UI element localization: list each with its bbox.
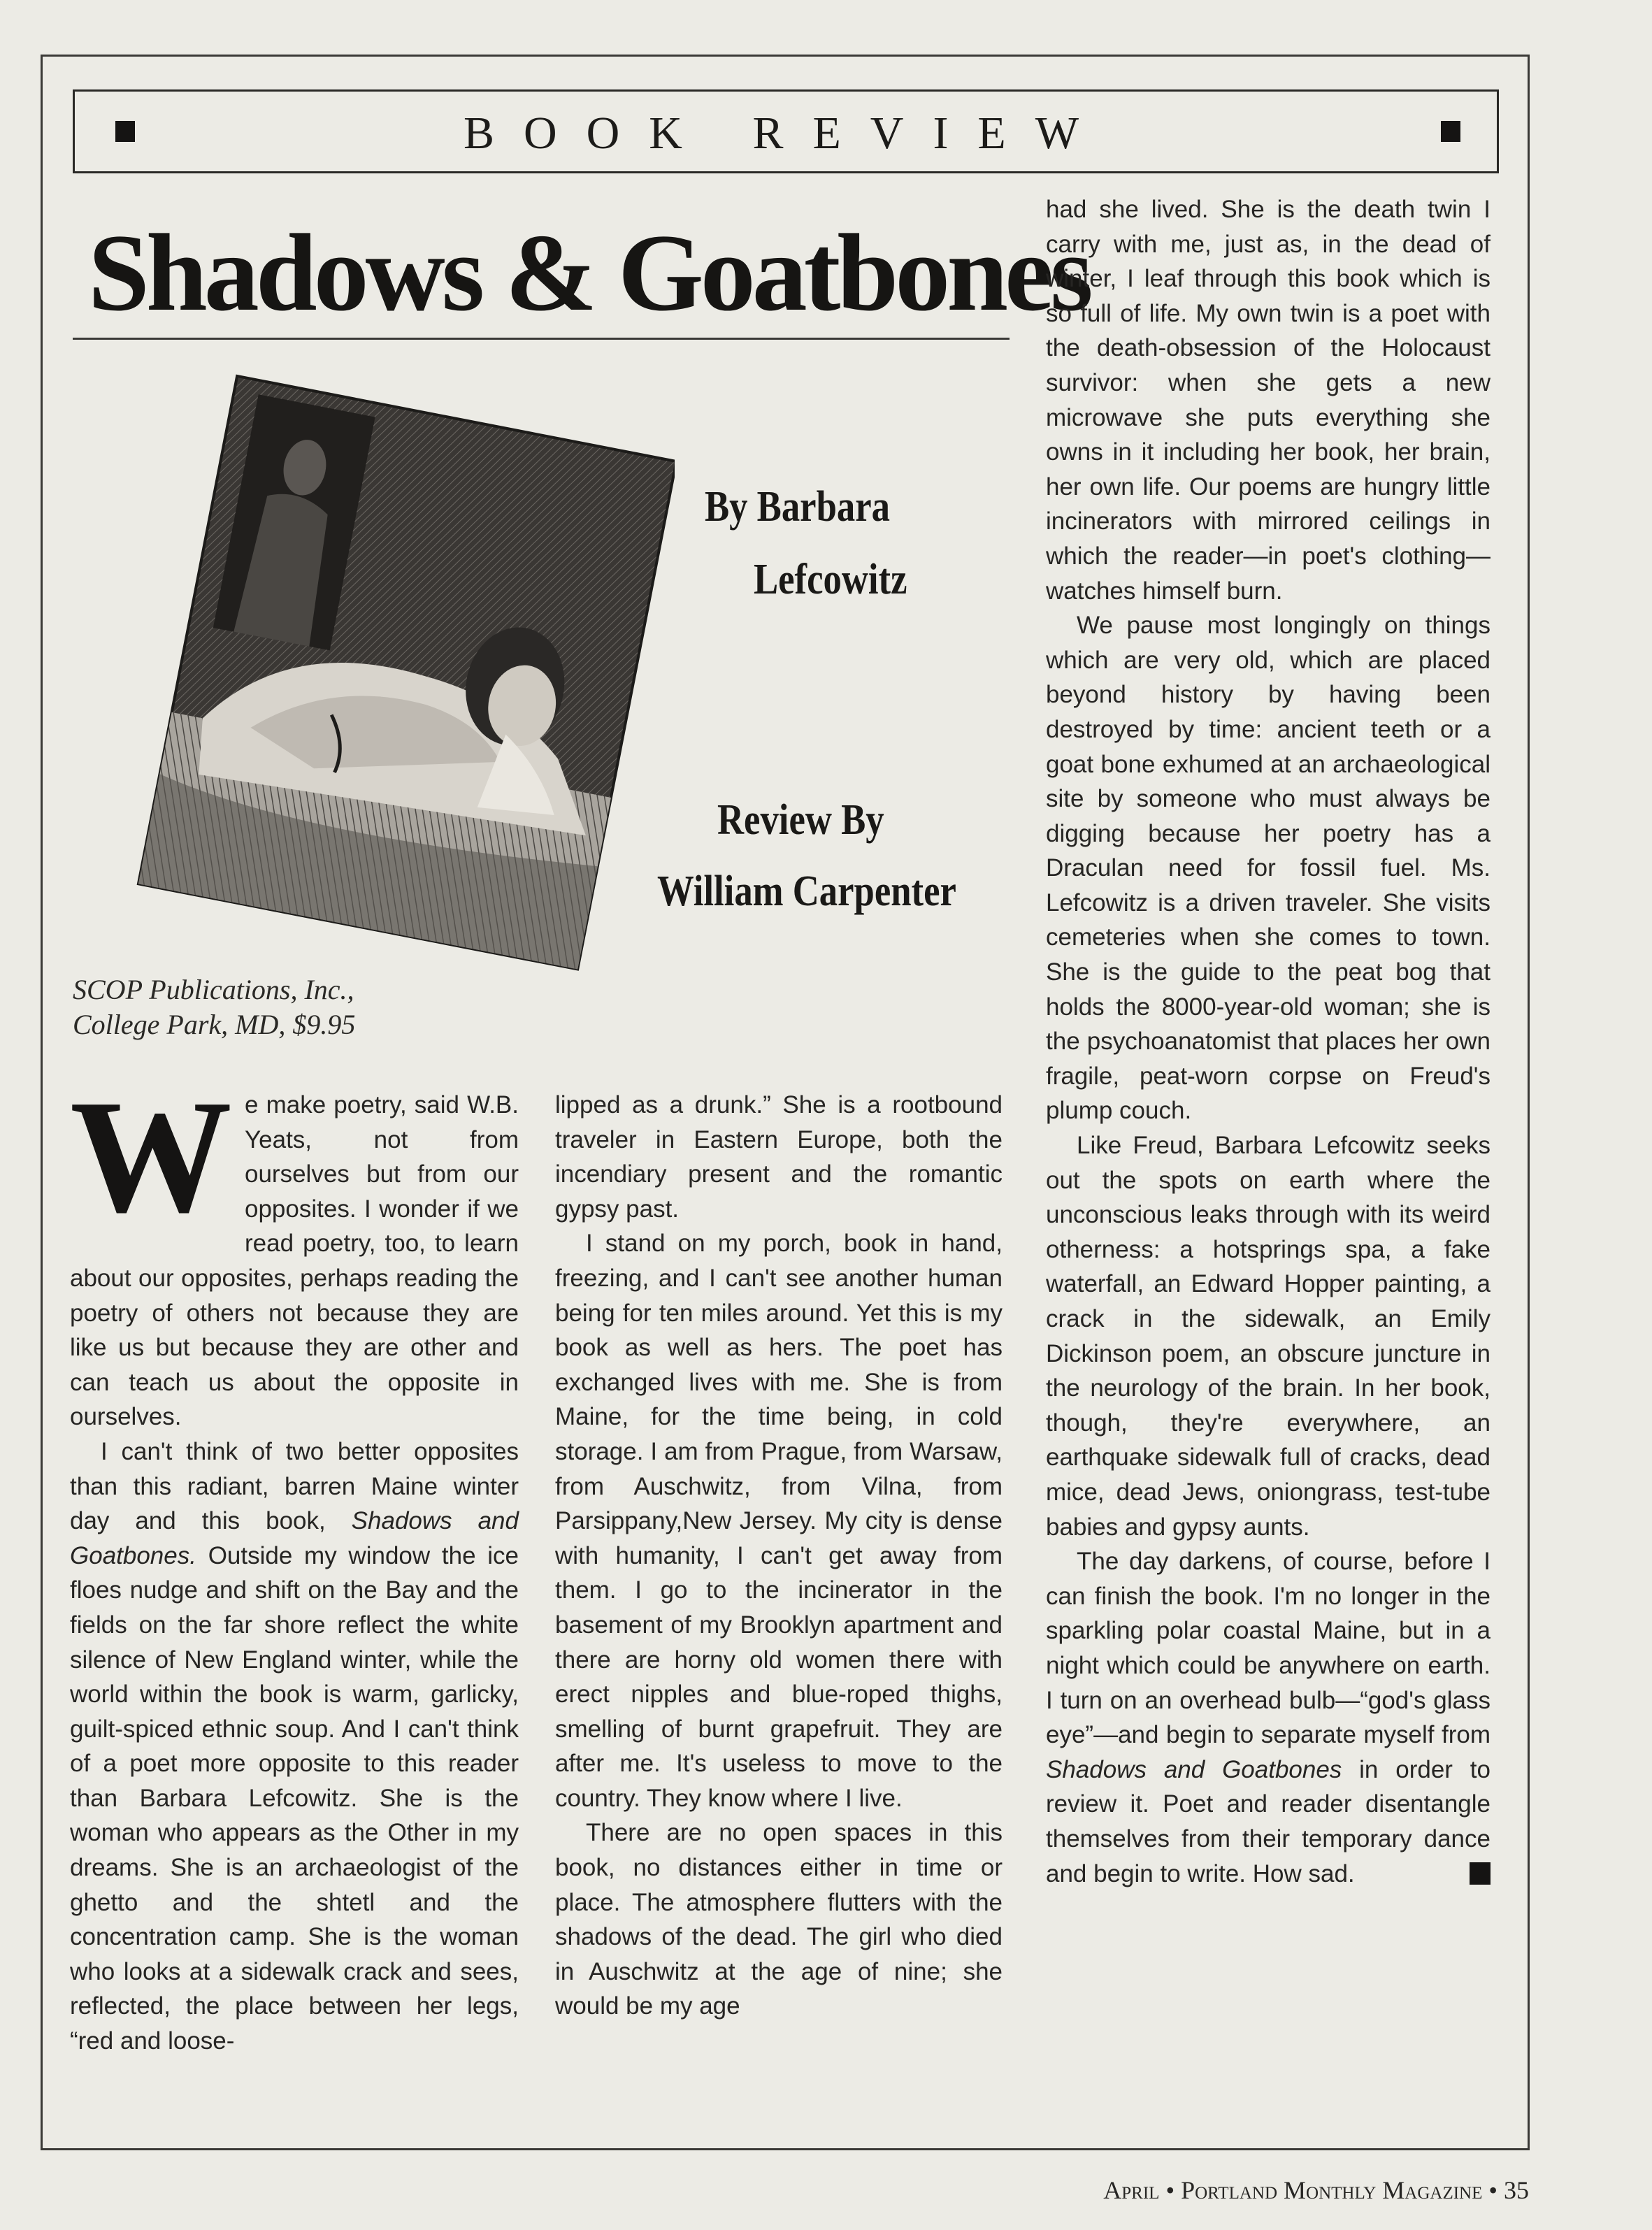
- section-title: BOOK REVIEW: [463, 108, 1109, 159]
- headline-divider: [73, 338, 1010, 340]
- paragraph: We make poetry, said W.B. Yeats, not from ourselves but from our opposites. I wonder if we read poetry, too, to learn about our opposites, perhaps reading the poetry of others not because they are like us but because they are other and can teach us about the opposite in ourselves.: [70, 1067, 519, 1431]
- reviewer-byline-line-2: William Carpenter: [657, 868, 956, 915]
- section-header: [73, 89, 1499, 173]
- article-headline: Shadows & Goatbones: [88, 212, 1090, 334]
- page-footer: [1103, 2175, 1529, 2205]
- footer-bullet: •: [1165, 2176, 1175, 2204]
- footer-magazine: Portland Monthly Magazine: [1181, 2176, 1483, 2204]
- header-square-right-icon: [1441, 121, 1460, 142]
- paragraph: The day darkens, of course, before I can finish the book. I'm no longer in the sparkling polar coastal Maine, but in a night which could be anywhere on earth. I turn on an overhead bulb—“god's glass eye”—and begin to separate myself from Shadows and Goatbones in order to review it. Poet and reader disentangle themselves from their temporary dance and begin to write. How sad.: [1046, 1548, 1491, 1887]
- publisher-caption-line-2: College Park, MD, $9.95: [73, 1009, 356, 1040]
- paragraph: had she lived. She is the death twin I carry with me, just as, in the dead of winter, I leaf through this book which is so full of life. My own twin is a poet with the death-obsession of the Holocaust survivor: when she gets a new microwave she puts everything she owns in it including her book, her brain, her own life. Our poems are hungry little incinerators with mirrored ceilings in which the reader—in poet's clothing—watches himself burn.: [1046, 196, 1491, 605]
- author-byline-line-1: By Barbara: [705, 483, 890, 531]
- end-of-article-square-icon: [1470, 1862, 1491, 1885]
- book-title-italic: Shadows and Goatbones.: [70, 1507, 519, 1569]
- author-byline-line-2: Lefcowitz: [754, 556, 907, 603]
- footer-month: April: [1103, 2176, 1160, 2204]
- drop-cap: W: [70, 1067, 232, 1246]
- article-column-2: [555, 1088, 1003, 2024]
- page-number: 35: [1504, 2176, 1529, 2204]
- paragraph: Like Freud, Barbara Lefcowitz seeks out the spots on earth where the unconscious leaks through with its weird otherness: a hotsprings spa, a fake waterfall, an Edward Hopper painting, a crack in the sidewalk, an Emily Dickinson poem, an obscure juncture in the neurology of the brain. In her book, though, they're everywhere, an earthquake sidewalk full of cracks, dead mice, dead Jews, oniongrass, test-tube babies and gypsy aunts.: [1046, 1132, 1491, 1541]
- publisher-caption-line-1: SCOP Publications, Inc.,: [73, 974, 354, 1005]
- paragraph: I stand on my porch, book in hand, freezing, and I can't see another human being for ten miles around. Yet this is my book as well as hers. The poet has exchanged lives with me. She is from Maine, for the time being, in cold storage. I am from Prague, from Warsaw, from Auschwitz, from Vilna, from Parsippany,New Jersey. My city is dense with humanity, I can't get away from them. I go to the incinerator in the basement of my Brooklyn apartment and there are horny old women there with erect nipples and blue-roped thighs, smelling of burnt grapefruit. They are after me. It's useless to move to the country. They know where I live.: [555, 1230, 1003, 1812]
- article-column-1: [70, 1067, 519, 2059]
- paragraph: lipped as a drunk.” She is a rootbound traveler in Eastern Europe, both the incendiary present and the romantic gypsy past.: [555, 1091, 1003, 1223]
- paragraph: There are no open spaces in this book, no distances either in time or place. The atmosphere flutters with the shadows of the dead. The girl who died in Auschwitz at the age of nine; she would be my age: [555, 1819, 1003, 2020]
- paragraph: I can't think of two better opposites than this radiant, barren Maine winter day and this book, Shadows and Goatbones. Outside my window the ice floes nudge and shift on the Bay and the fields on the far shore reflect the white silence of New England winter, while the world within the book is warm, garlicky, guilt-spiced ethnic soup. And I can't think of a poet more opposite to this reader than Barbara Lefcowitz. She is the woman who appears as the Other in my dreams. She is an archaeologist of the ghetto and the shtetl and the concentration camp. She is the woman who looks at a sidewalk crack and sees, reflected, the place between her legs, “red and loose-: [70, 1437, 519, 2055]
- reviewer-byline-line-1: Review By: [717, 796, 884, 844]
- book-cover-image: [122, 364, 675, 1000]
- article-column-3: [1046, 192, 1491, 1891]
- footer-bullet: •: [1488, 2176, 1497, 2204]
- book-title-italic: Shadows and Goatbones: [1046, 1755, 1342, 1783]
- paragraph: We pause most longingly on things which are very old, which are placed beyond history by having been destroyed by time: ancient teeth or a goat bone exhumed at an archaeological site by someone who must always be digging because her poetry has a Draculan need for fossil fuel. Ms. Lefcowitz is a driven traveler. She visits cemeteries when she comes to town. She is the guide to the peat bog that holds the 8000-year-old woman; she is the psychoanatomist that places her own fragile, peat-worn corpse on Freud's plump couch.: [1046, 612, 1491, 1125]
